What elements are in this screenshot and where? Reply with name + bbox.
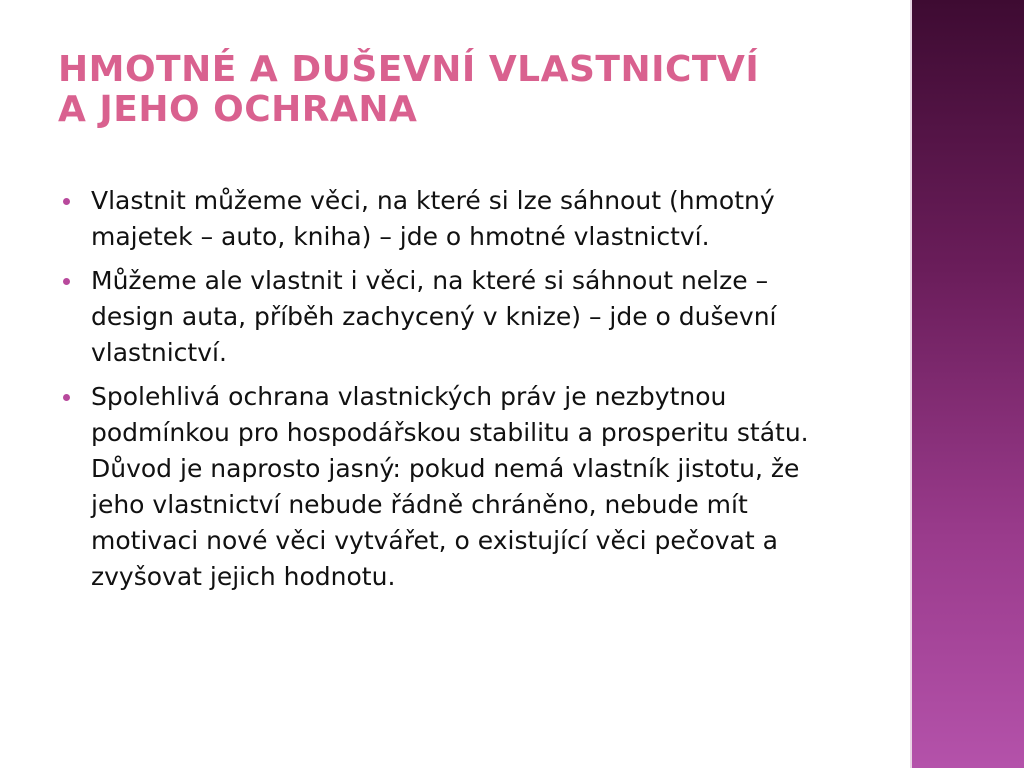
slide-title [58, 50, 898, 130]
slide-title-line-2: A JEHO OCHRANA [58, 89, 418, 130]
bullet-text: Spolehlivá ochrana vlastnických práv je nezbytnou podmínkou pro hospodářskou stabilitu a prosperitu státu. Důvod je naprosto jasný: pokud nemá vlastník jistotu, že jeho vlastnictví nebude řádně chráněno, nebude mít motivaci nové věci vytvářet, o existující věci pečovat a zvyšovat jejich hodnotu. [91, 382, 809, 591]
slide-title-line-1: HMOTNÉ A DUŠEVNÍ VLASTNICTVÍ [58, 49, 760, 90]
bullet-dot-icon [63, 278, 70, 285]
decorative-side-bar [912, 0, 1024, 768]
bullet-text: Můžeme ale vlastnit i věci, na které si sáhnout nelze – design auta, příběh zachycený v knize) – jde o duševní vlastnictví. [91, 266, 777, 367]
bullet-item [60, 379, 850, 595]
bullet-list [60, 183, 850, 603]
bullet-item [60, 183, 850, 255]
bullet-item [60, 263, 850, 371]
bullet-dot-icon [63, 394, 70, 401]
bullet-dot-icon [63, 198, 70, 205]
bullet-text: Vlastnit můžeme věci, na které si lze sáhnout (hmotný majetek – auto, kniha) – jde o hmotné vlastnictví. [91, 186, 775, 251]
